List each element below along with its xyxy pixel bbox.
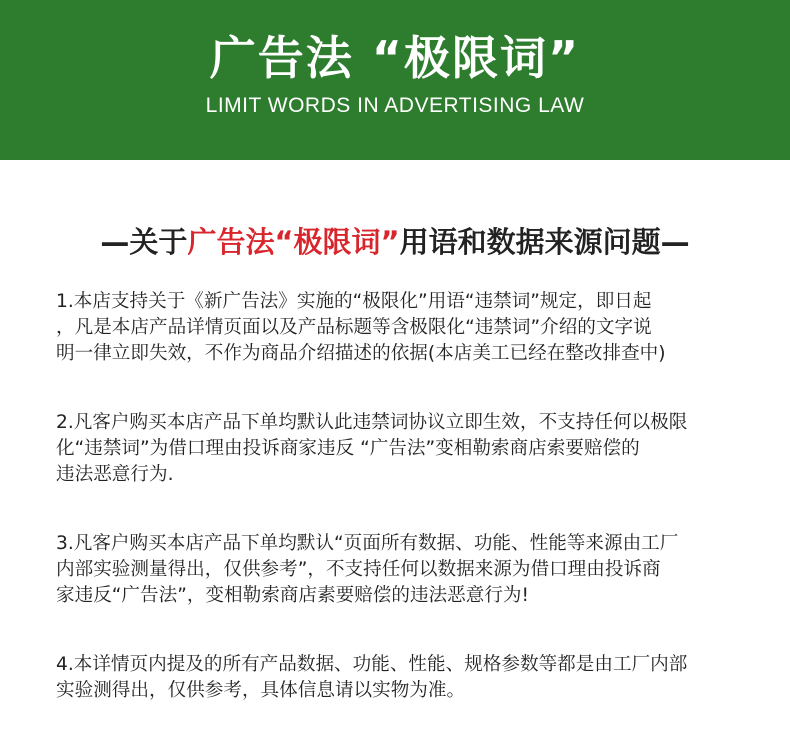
paragraph-line: ，凡是本店产品详情页面以及产品标题等含极限化“违禁词”介绍的文字说 xyxy=(56,317,652,338)
notice-paragraph-3 xyxy=(56,531,736,609)
header-banner xyxy=(0,0,790,160)
paragraph-line: 3.凡客户购买本店产品下单均默认“页面所有数据、功能、性能等来源由工厂 xyxy=(56,533,679,554)
paragraph-line: 4.本详情页内提及的所有产品数据、功能、性能、规格参数等都是由工厂内部 xyxy=(56,654,688,675)
heading-prefix: —关于 xyxy=(100,225,188,259)
paragraph-line: 内部实验测量得出，仅供参考”，不支持任何以数据来源为借口理由投诉商 xyxy=(56,559,661,580)
paragraph-line: 2.凡客户购买本店产品下单均默认此违禁词协议立即生效，不支持任何以极限 xyxy=(56,412,688,433)
paragraph-line: 1.本店支持关于《新广告法》实施的“极限化”用语“违禁词”规定，即日起 xyxy=(56,291,652,312)
heading-highlight: 广告法“极限词” xyxy=(187,225,400,259)
paragraph-line: 实验测得出，仅供参考，具体信息请以实物为准。 xyxy=(56,680,466,701)
paragraph-line: 违法恶意行为. xyxy=(56,464,174,485)
banner-title: 广告法 “极限词” xyxy=(209,31,581,85)
section-heading xyxy=(0,220,790,261)
banner-subtitle: LIMIT WORDS IN ADVERTISING LAW xyxy=(205,94,585,117)
heading-suffix: 用语和数据来源问题— xyxy=(399,225,690,259)
notice-paragraph-1 xyxy=(56,289,736,367)
paragraph-line: 家违反“广告法”，变相勒索商店素要赔偿的违法恶意行为! xyxy=(56,585,529,606)
paragraph-line: 化“违禁词”为借口理由投诉商家违反 “广告法”变相勒索商店索要赔偿的 xyxy=(56,438,640,459)
notice-paragraph-2 xyxy=(56,410,736,488)
paragraph-line: 明一律立即失效，不作为商品介绍描述的依据(本店美工已经在整改排查中) xyxy=(56,343,666,364)
notice-paragraph-4 xyxy=(56,652,736,704)
